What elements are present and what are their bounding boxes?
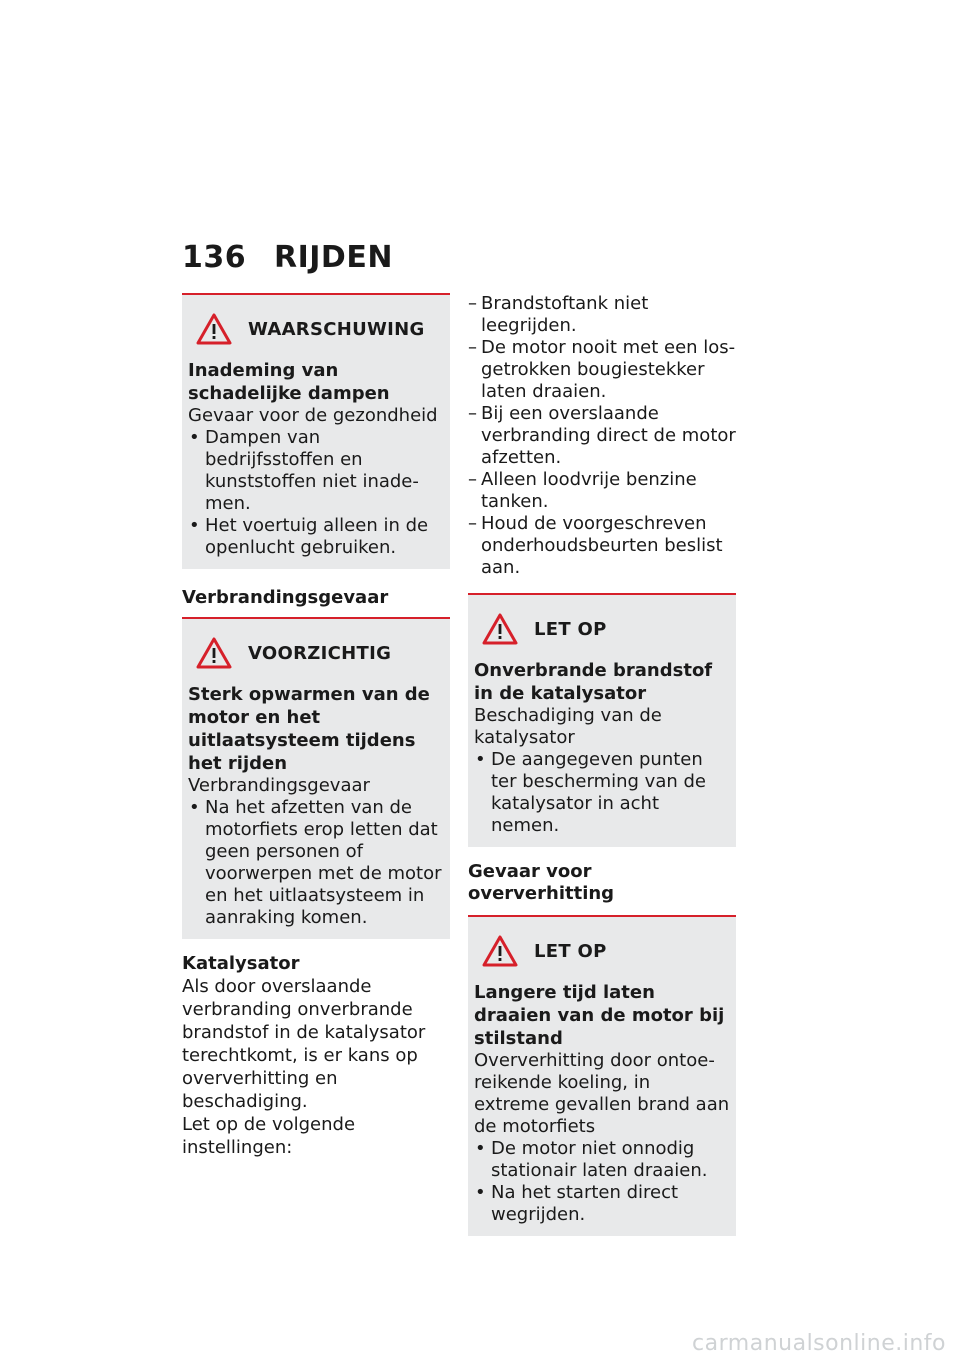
notice-label: LET OP bbox=[534, 618, 607, 640]
notice-title: Langere tijd laten draaien van de motor bij stilstand bbox=[474, 982, 725, 1049]
warning-bullets bbox=[188, 427, 444, 559]
notice-title: Onverbrande brandstof in de katalysator bbox=[474, 660, 713, 704]
notice-subtitle: Beschadiging van de katalysator bbox=[474, 705, 662, 748]
watermark: carmanualsonline.info bbox=[692, 1331, 946, 1356]
warning-subtitle: Gevaar voor de gezondheid bbox=[188, 405, 438, 426]
list-item: – Alleen loodvrije benzine tanken. bbox=[468, 469, 736, 513]
notice-box-overheat bbox=[468, 915, 736, 1236]
warning-triangle-icon bbox=[482, 935, 518, 967]
catalyst-paragraph: Als door overslaande verbranding onverbrande brandstof in de katalysator terechtkomt, is er kans op oververhitting en beschadiging. bbox=[182, 976, 426, 1112]
page-number: 136 bbox=[182, 240, 247, 275]
left-column bbox=[182, 293, 450, 1159]
notice-bullets bbox=[474, 749, 730, 837]
warning-box bbox=[182, 293, 450, 569]
notice-header bbox=[474, 613, 730, 645]
section-title: RIJDEN bbox=[274, 240, 393, 275]
list-item: • Na het starten direct wegrijden. bbox=[474, 1182, 730, 1226]
warning-triangle-icon bbox=[482, 613, 518, 645]
list-item: • Na het afzetten van de motorfiets erop letten dat geen personen of voorwerpen met de motor en het uitlaatsysteem in aanraking komen. bbox=[188, 797, 444, 929]
notice-box-catalyst bbox=[468, 593, 736, 847]
list-item: • Het voertuig alleen in de openlucht gebruiken. bbox=[188, 515, 444, 559]
list-item: – Houd de voorgeschreven onderhoudsbeurten beslist aan. bbox=[468, 513, 736, 579]
caution-header bbox=[188, 637, 444, 669]
right-column bbox=[468, 293, 736, 1236]
heading-overheat: Gevaar voor oververhitting bbox=[468, 861, 615, 904]
caution-subtitle: Verbrandingsgevaar bbox=[188, 775, 370, 796]
list-item: • De aangegeven punten ter bescherming van de katalysator in acht nemen. bbox=[474, 749, 730, 837]
caution-title: Sterk opwarmen van de motor en het uitlaatsysteem tijdens het rijden bbox=[188, 684, 430, 774]
warning-triangle-icon bbox=[196, 313, 232, 345]
warning-label: WAARSCHUWING bbox=[248, 318, 425, 340]
page-header bbox=[182, 240, 393, 275]
list-item: – De motor nooit met een losgetrokken bougiestekker laten draaien. bbox=[468, 337, 736, 403]
list-item: – Brandstoftank niet leegrijden. bbox=[468, 293, 736, 337]
warning-triangle-icon bbox=[196, 637, 232, 669]
settings-dash-list bbox=[468, 293, 736, 579]
notice-bullets bbox=[474, 1138, 730, 1226]
list-item: – Bij een overslaande verbranding direct de motor afzetten. bbox=[468, 403, 736, 469]
warning-header bbox=[188, 313, 444, 345]
caution-box bbox=[182, 617, 450, 939]
list-item: • Dampen van bedrijfsstoffen en kunststoffen niet inademen. bbox=[188, 427, 444, 515]
notice-header bbox=[474, 935, 730, 967]
notice-subtitle: Oververhitting door ontoereikende koeling, in extreme gevallen brand aan de motorfiets bbox=[474, 1050, 730, 1137]
caution-label: VOORZICHTIG bbox=[248, 642, 392, 664]
catalyst-intro: Let op de volgende instellingen: bbox=[182, 1114, 356, 1158]
notice-label: LET OP bbox=[534, 940, 607, 962]
heading-burn: Verbrandingsgevaar bbox=[182, 587, 389, 608]
heading-catalyst: Katalysator bbox=[182, 953, 300, 974]
list-item: • De motor niet onnodig stationair laten draaien. bbox=[474, 1138, 730, 1182]
caution-bullets bbox=[188, 797, 444, 929]
warning-title: Inademing van schadelijke dampen bbox=[188, 360, 390, 404]
